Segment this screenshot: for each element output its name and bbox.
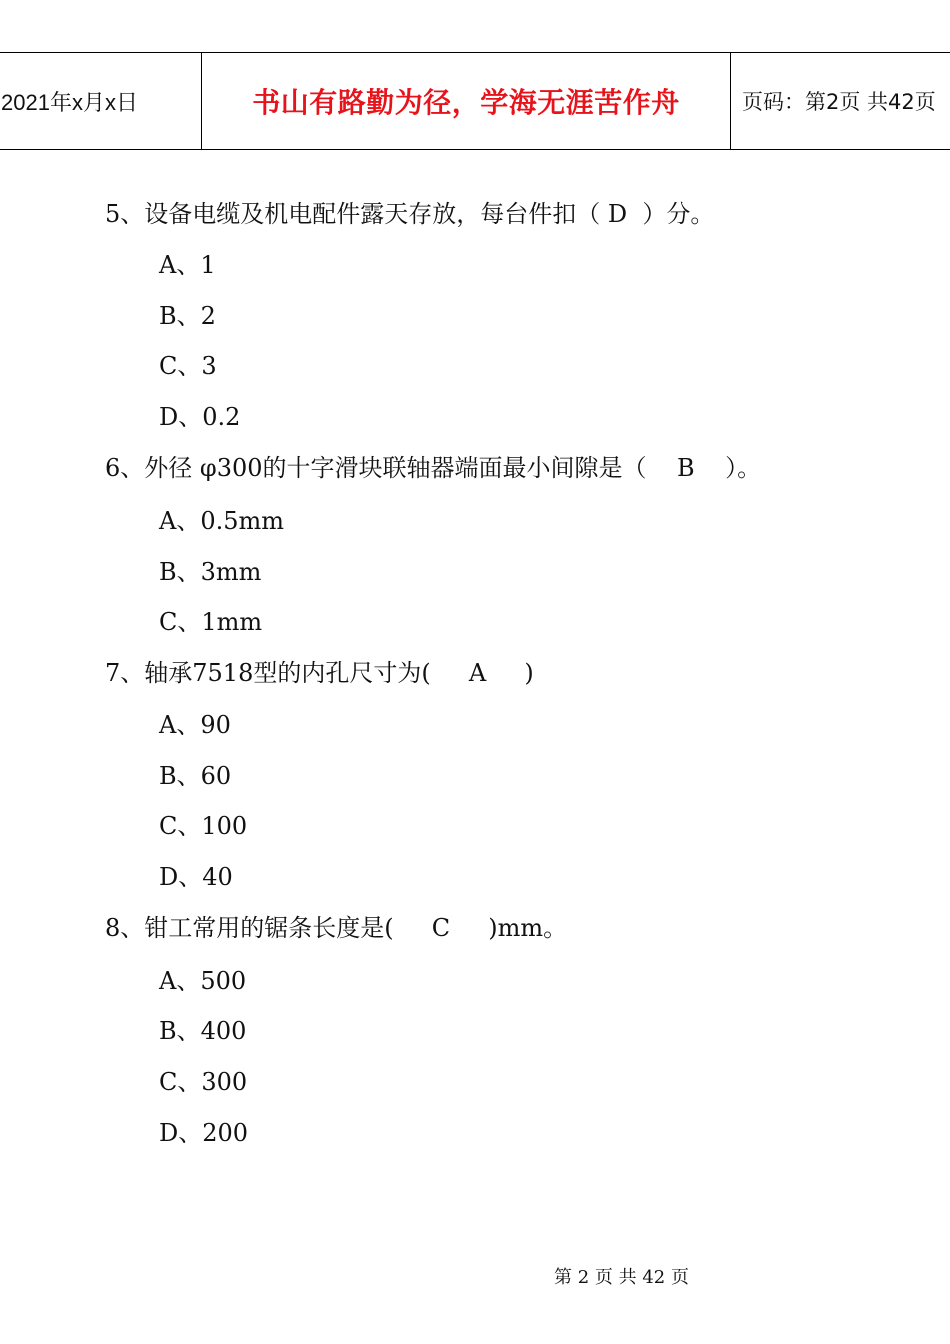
header-date-cell <box>0 53 200 149</box>
header-page-number: 页码：第2页 共42页 <box>742 90 936 114</box>
page-header <box>0 52 950 150</box>
question-option: C、100 <box>159 812 248 840</box>
question-option: C、300 <box>159 1068 248 1096</box>
question-stem: 6、外径 φ300的十字滑块联轴器端面最小间隙是（ B ）。 <box>105 454 762 482</box>
question-option: C、1mm <box>159 608 263 636</box>
footer-page-number: 第 2 页 共 42 页 <box>554 1267 689 1288</box>
header-page-cell <box>730 53 950 149</box>
question-stem: 7、轴承7518型的内孔尺寸为( A ) <box>105 659 534 687</box>
header-motto: 书山有路勤为径，学海无涯苦作舟 <box>252 86 680 119</box>
question-option: B、60 <box>159 762 232 790</box>
question-option: A、0.5mm <box>159 507 285 535</box>
question-stem: 8、钳工常用的锯条长度是( C )mm。 <box>105 914 568 942</box>
question-option: D、40 <box>159 863 233 891</box>
question-option: D、200 <box>159 1119 249 1147</box>
question-option: A、1 <box>159 251 216 279</box>
question-option: D、0.2 <box>159 403 241 431</box>
header-date: 2021年x月x日 <box>1 89 138 115</box>
question-stem: 5、设备电缆及机电配件露天存放，每台件扣（ D ）分。 <box>105 200 715 228</box>
question-option: B、3mm <box>159 558 262 586</box>
question-option: A、500 <box>159 967 247 995</box>
question-option: C、3 <box>159 352 217 380</box>
header-motto-cell <box>201 53 731 149</box>
question-option: B、2 <box>159 302 216 330</box>
question-option: A、90 <box>159 711 231 739</box>
question-option: B、400 <box>159 1017 247 1045</box>
